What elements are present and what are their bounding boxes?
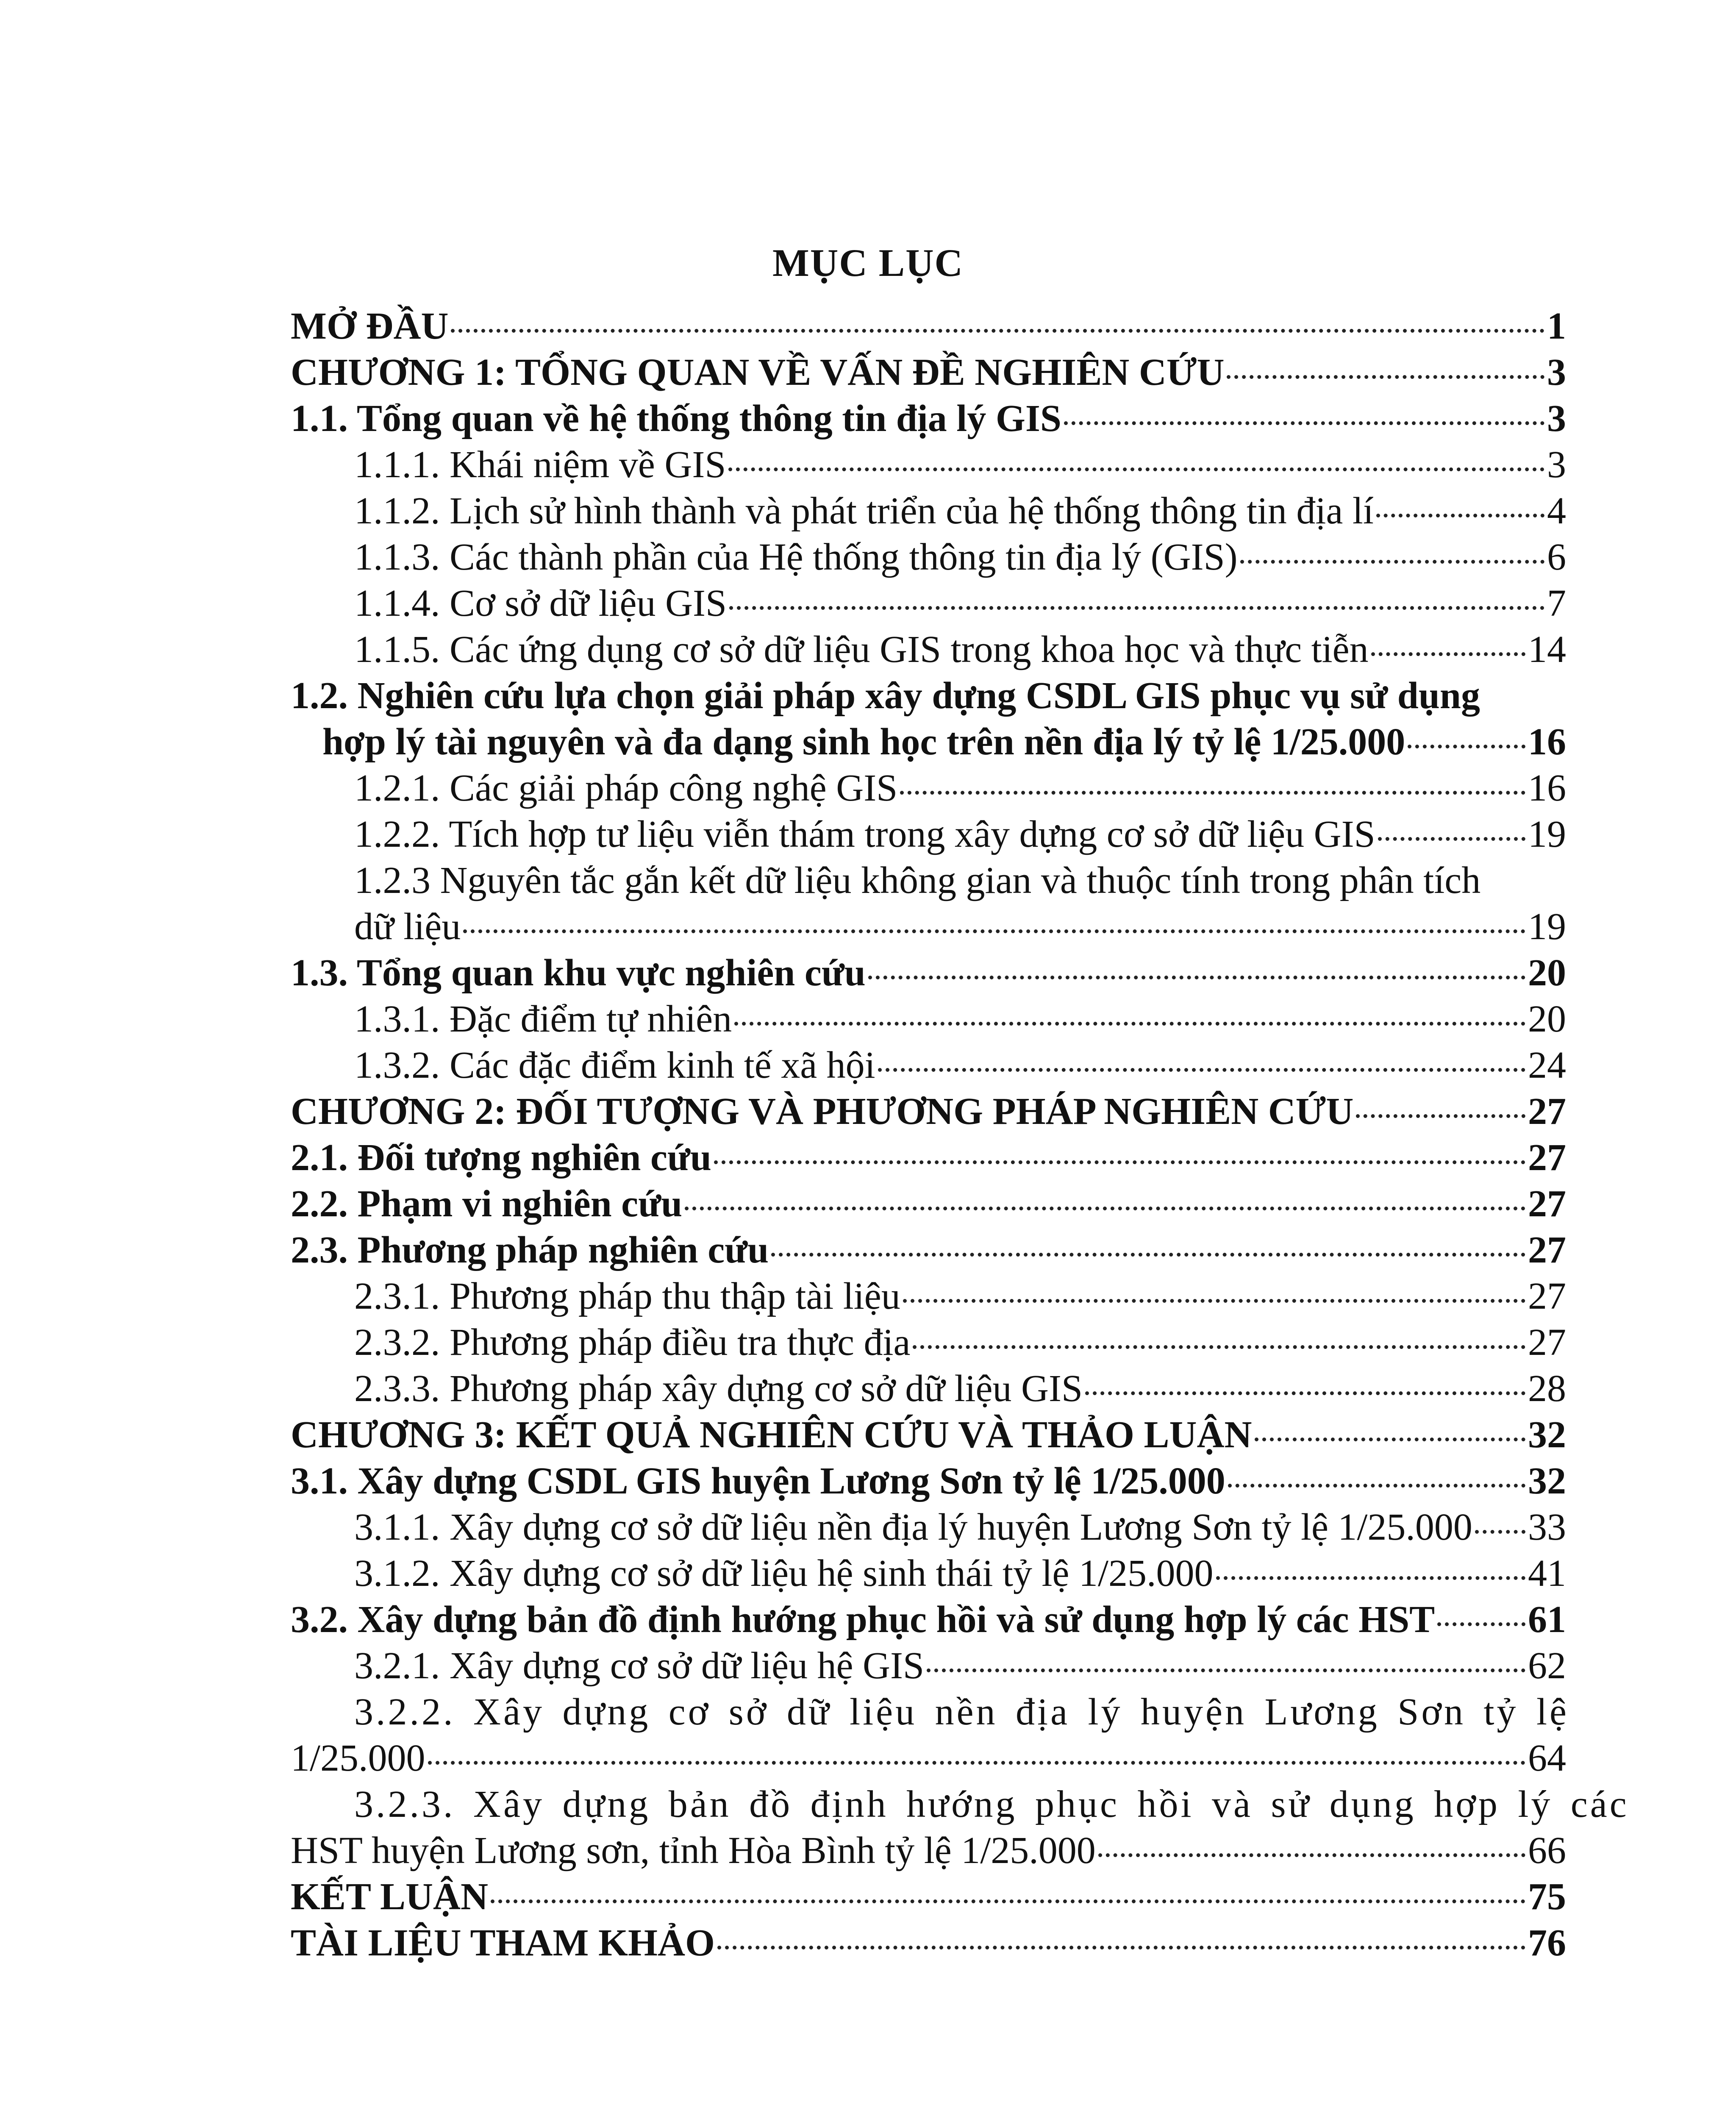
- toc-entry[interactable]: [291, 1504, 1566, 1550]
- toc-page-number: 62: [1528, 1645, 1566, 1687]
- toc-entry-label: 1.2.3 Nguyên tắc gắn kết dữ liệu không gian và thuộc tính trong phân tích: [354, 859, 1481, 901]
- toc-entry-label: 1.2.1. Các giải pháp công nghệ GIS: [354, 767, 898, 809]
- toc-dot-leader: [1098, 1853, 1525, 1857]
- toc-page-number: 27: [1528, 1275, 1566, 1317]
- toc-entry[interactable]: [291, 1042, 1566, 1088]
- toc-page-number: 27: [1528, 1090, 1566, 1132]
- toc-dot-leader: [1437, 1622, 1525, 1626]
- toc-entry-label: CHƯƠNG 2: ĐỐI TƯỢNG VÀ PHƯƠNG PHÁP NGHIÊN CỨU: [291, 1090, 1354, 1132]
- toc-dot-leader: [868, 976, 1525, 979]
- toc-page-number: 66: [1528, 1830, 1566, 1872]
- toc-page-number: 33: [1528, 1506, 1566, 1548]
- toc-entry-label: 1.3.2. Các đặc điểm kinh tế xã hội: [354, 1044, 875, 1086]
- toc-entry-label: 1.3.1. Đặc điểm tự nhiên: [354, 998, 732, 1040]
- toc-entry-label: KẾT LUẬN: [291, 1876, 488, 1918]
- toc-dot-leader: [685, 1207, 1525, 1210]
- toc-dot-leader: [1240, 560, 1544, 564]
- toc-dot-leader: [428, 1761, 1525, 1765]
- toc-entry-label: CHƯƠNG 1: TỔNG QUAN VỀ VẤN ĐỀ NGHIÊN CỨU: [291, 351, 1225, 393]
- toc-entry-label: MỞ ĐẦU: [291, 305, 449, 347]
- toc-entry[interactable]: [291, 1273, 1566, 1319]
- toc-dot-leader: [734, 1022, 1525, 1026]
- toc-entry-label: 1.2.2. Tích hợp tư liệu viễn thám trong xây dựng cơ sở dữ liệu GIS: [354, 813, 1375, 855]
- toc-dot-leader: [913, 1345, 1525, 1349]
- toc-dot-leader: [1228, 1484, 1525, 1488]
- toc-entry-label: 3.2.3. Xây dựng bản đồ định hướng phục hồi và sử dụng hợp lý các: [354, 1783, 1629, 1825]
- toc-dot-leader: [729, 606, 1544, 610]
- toc-dot-leader: [1408, 745, 1525, 748]
- toc-page-number: 61: [1528, 1599, 1566, 1641]
- page-title: MỤC LỤC: [772, 241, 964, 284]
- toc-page-number: 3: [1547, 351, 1566, 393]
- toc-entry[interactable]: [291, 1227, 1566, 1273]
- toc-entry-label: 3.2.2. Xây dựng cơ sở dữ liệu nền địa lý huyện Lương Sơn tỷ lệ: [354, 1691, 1569, 1733]
- toc-dot-leader: [903, 1299, 1525, 1303]
- toc-entry[interactable]: [291, 673, 1566, 719]
- toc-entry-label: 1/25.000: [291, 1737, 425, 1779]
- toc-page-number: 24: [1528, 1044, 1566, 1086]
- toc-entry-label: 3.2.1. Xây dựng cơ sở dữ liệu hệ GIS: [354, 1645, 925, 1687]
- toc-dot-leader: [491, 1899, 1525, 1903]
- toc-page-number: 4: [1547, 490, 1566, 532]
- toc-entry[interactable]: [291, 626, 1566, 673]
- toc-entry-label: hợp lý tài nguyên và đa dạng sinh học trên nền địa lý tỷ lệ 1/25.000: [322, 721, 1405, 763]
- toc-entry[interactable]: [291, 1689, 1569, 1735]
- toc-dot-leader: [878, 1068, 1525, 1072]
- toc-dot-leader: [1376, 514, 1544, 517]
- toc-entry-label: 3.1. Xây dựng CSDL GIS huyện Lương Sơn tỷ lệ 1/25.000: [291, 1460, 1225, 1502]
- toc-dot-leader: [927, 1669, 1525, 1672]
- toc-dot-leader: [1475, 1530, 1525, 1534]
- toc-page-number: 6: [1547, 536, 1566, 578]
- toc-entry[interactable]: [291, 1412, 1566, 1458]
- toc-entry-label: 2.3.3. Phương pháp xây dựng cơ sở dữ liệu GIS: [354, 1368, 1083, 1410]
- toc-entry[interactable]: [291, 580, 1566, 626]
- toc-page-number: 41: [1528, 1552, 1566, 1594]
- toc-entry-label: 1.1.5. Các ứng dụng cơ sở dữ liệu GIS trong khoa học và thực tiễn: [354, 628, 1369, 670]
- toc-entry-label: dữ liệu: [354, 906, 461, 948]
- toc-dot-leader: [1378, 837, 1525, 841]
- toc-entry[interactable]: [291, 719, 1566, 765]
- toc-entry[interactable]: [291, 488, 1566, 534]
- toc-entry[interactable]: [291, 1135, 1566, 1181]
- toc-entry-label: TÀI LIỆU THAM KHẢO: [291, 1922, 715, 1964]
- toc-dot-leader: [1227, 375, 1544, 379]
- toc-entry[interactable]: [291, 1874, 1566, 1920]
- toc-entry[interactable]: [291, 1319, 1566, 1365]
- toc-page-number: 27: [1528, 1137, 1566, 1179]
- toc-entry[interactable]: [291, 1181, 1566, 1227]
- toc-entry-label: 3.1.1. Xây dựng cơ sở dữ liệu nền địa lý huyện Lương Sơn tỷ lệ 1/25.000: [354, 1506, 1472, 1548]
- toc-page-number: 20: [1528, 998, 1566, 1040]
- toc-entry[interactable]: [291, 904, 1566, 950]
- toc-dot-leader: [1356, 1114, 1525, 1118]
- toc-entry[interactable]: [291, 857, 1566, 904]
- toc-page-number: 27: [1528, 1321, 1566, 1363]
- toc-entry[interactable]: [291, 1365, 1566, 1412]
- toc-page-number: 20: [1528, 952, 1566, 994]
- toc-entry[interactable]: [291, 349, 1566, 395]
- toc-dot-leader: [1085, 1391, 1525, 1395]
- toc-entry-label: 1.2. Nghiên cứu lựa chọn giải pháp xây dựng CSDL GIS phục vụ sử dụng: [291, 675, 1480, 717]
- toc-entry-label: 1.1.2. Lịch sử hình thành và phát triển của hệ thống thông tin địa lí: [354, 490, 1374, 532]
- toc-entry[interactable]: [291, 1088, 1566, 1135]
- toc-page-number: 32: [1528, 1414, 1566, 1456]
- toc-dot-leader: [1064, 421, 1544, 425]
- toc-entry-label: CHƯƠNG 3: KẾT QUẢ NGHIÊN CỨU VÀ THẢO LUẬN: [291, 1414, 1252, 1456]
- toc-entry-label: HST huyện Lương sơn, tỉnh Hòa Bình tỷ lệ 1/25.000: [291, 1830, 1096, 1872]
- toc-entry-label: 2.1. Đối tượng nghiên cứu: [291, 1137, 711, 1179]
- toc-entry[interactable]: [291, 811, 1566, 857]
- toc-entry[interactable]: [291, 395, 1566, 442]
- toc-entry[interactable]: [291, 1550, 1566, 1596]
- toc-entry[interactable]: [291, 1920, 1566, 1966]
- toc-page-number: 27: [1528, 1229, 1566, 1271]
- toc-entry[interactable]: [291, 765, 1566, 811]
- toc-entry[interactable]: [291, 950, 1566, 996]
- toc-entry[interactable]: [291, 1643, 1566, 1689]
- toc-entry-label: 2.2. Phạm vi nghiên cứu: [291, 1183, 683, 1225]
- toc-page-number: 7: [1547, 582, 1566, 624]
- toc-page-number: 3: [1547, 398, 1566, 439]
- toc-entry-label: 2.3. Phương pháp nghiên cứu: [291, 1229, 769, 1271]
- toc-page-number: 19: [1528, 906, 1566, 948]
- toc-entry[interactable]: [291, 1596, 1566, 1643]
- toc-entry[interactable]: [291, 303, 1566, 349]
- toc-page-number: 19: [1528, 813, 1566, 855]
- toc-entry[interactable]: [291, 442, 1566, 488]
- toc-entry[interactable]: [291, 1458, 1566, 1504]
- toc-entry-label: 1.1.3. Các thành phần của Hệ thống thông tin địa lý (GIS): [354, 536, 1238, 578]
- toc-entry[interactable]: [291, 534, 1566, 580]
- toc-entry[interactable]: [291, 1781, 1629, 1827]
- toc-page-number: 14: [1528, 628, 1566, 670]
- toc-page-number: 28: [1528, 1368, 1566, 1410]
- toc-page-number: 32: [1528, 1460, 1566, 1502]
- toc-entry-label: 1.1.4. Cơ sở dữ liệu GIS: [354, 582, 727, 624]
- toc-page-number: 76: [1528, 1922, 1566, 1964]
- toc-entry-label: 2.3.1. Phương pháp thu thập tài liệu: [354, 1275, 900, 1317]
- toc-dot-leader: [463, 929, 1525, 933]
- toc-dot-leader: [717, 1946, 1525, 1949]
- toc-entry-label: 2.3.2. Phương pháp điều tra thực địa: [354, 1321, 911, 1363]
- toc-dot-leader: [1255, 1438, 1525, 1441]
- toc-page-number: 16: [1528, 721, 1566, 763]
- toc-entry[interactable]: [291, 996, 1566, 1042]
- toc-dot-leader: [771, 1253, 1525, 1257]
- toc-dot-leader: [900, 791, 1525, 795]
- toc-entry-label: 1.3. Tổng quan khu vực nghiên cứu: [291, 952, 866, 994]
- table-of-contents: [291, 303, 1629, 1966]
- toc-dot-leader: [1216, 1576, 1525, 1580]
- toc-dot-leader: [1371, 652, 1525, 656]
- toc-entry-label: 1.1.1. Khái niệm về GIS: [354, 444, 726, 486]
- toc-dot-leader: [451, 329, 1544, 333]
- toc-entry[interactable]: [291, 1827, 1566, 1874]
- toc-page-number: 64: [1528, 1737, 1566, 1779]
- toc-page-number: 1: [1547, 305, 1566, 347]
- toc-entry-label: 3.2. Xây dựng bản đồ định hướng phục hồi và sử dụng hợp lý các HST: [291, 1599, 1435, 1641]
- toc-entry-label: 3.1.2. Xây dựng cơ sở dữ liệu hệ sinh thái tỷ lệ 1/25.000: [354, 1552, 1214, 1594]
- toc-page-number: 27: [1528, 1183, 1566, 1225]
- toc-page-number: 75: [1528, 1876, 1566, 1918]
- toc-page-number: 16: [1528, 767, 1566, 809]
- toc-entry-label: 1.1. Tổng quan về hệ thống thông tin địa lý GIS: [291, 398, 1061, 439]
- toc-dot-leader: [728, 467, 1544, 471]
- toc-dot-leader: [714, 1160, 1525, 1164]
- toc-page-number: 3: [1547, 444, 1566, 486]
- toc-entry[interactable]: [291, 1735, 1566, 1781]
